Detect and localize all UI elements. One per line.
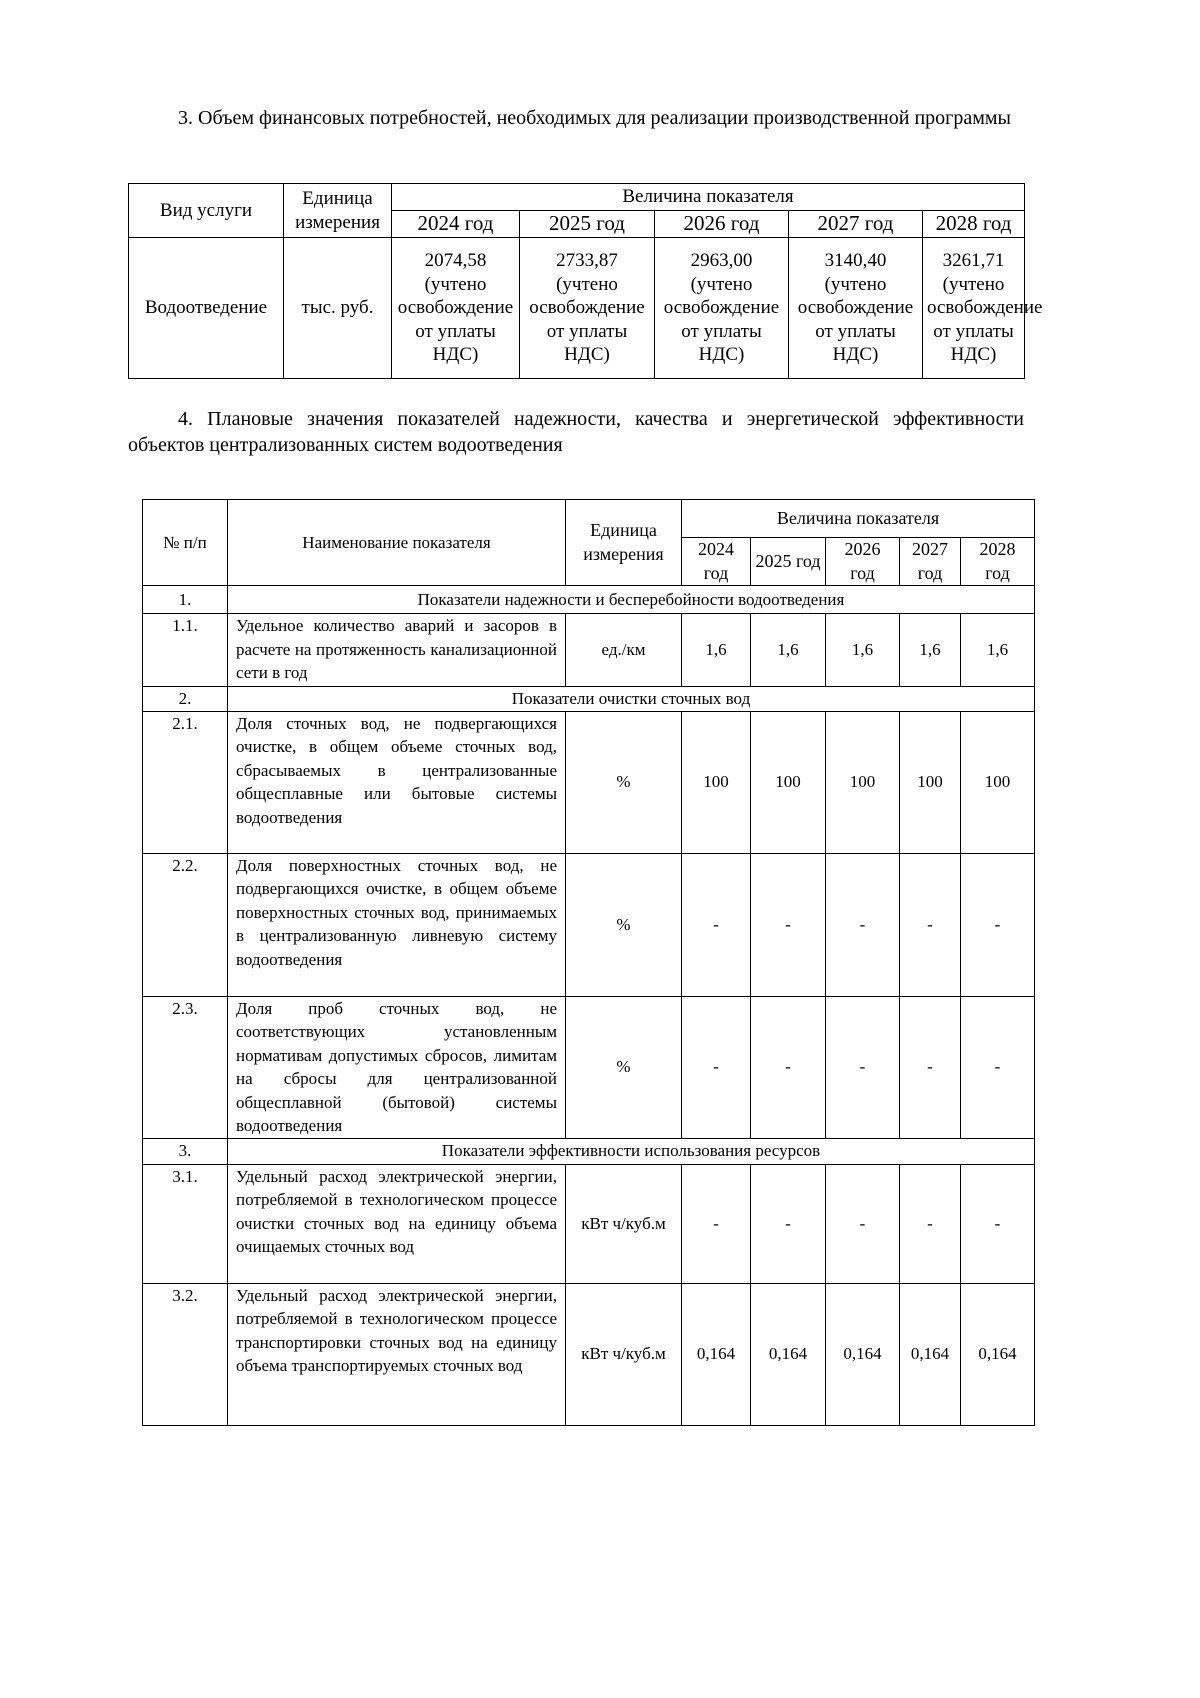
year-header: 2028 год (923, 211, 1025, 238)
value-cell: - (826, 853, 900, 996)
indicator-name: Удельное количество аварий и засоров в расчете на протяженность канализационной сети в год (228, 614, 566, 687)
unit-cell: ед./км (566, 614, 682, 687)
indicators-table (142, 499, 1035, 1426)
value-cell: 3261,71 (учтено освобождение от уплаты НДС) (923, 238, 1025, 379)
group-title: Показатели надежности и бесперебойности водоотведения (228, 586, 1035, 614)
table-row (143, 1164, 1035, 1283)
col-num: № п/п (143, 500, 228, 586)
unit-cell: % (566, 996, 682, 1138)
value-cell: 100 (826, 711, 900, 853)
unit-cell: % (566, 853, 682, 996)
value-cell: 0,164 (751, 1283, 826, 1425)
value-cell: 2074,58 (учтено освобождение от уплаты НДС) (392, 238, 520, 379)
value-cell: 1,6 (961, 614, 1035, 687)
value-cell: 1,6 (751, 614, 826, 687)
section3-heading: 3. Объем финансовых потребностей, необходимых для реализации производственной программы (178, 107, 1011, 129)
group-row (143, 1138, 1035, 1164)
value-cell: - (826, 996, 900, 1138)
col-service: Вид услуги (129, 184, 284, 238)
value-cell: 2733,87 (учтено освобождение от уплаты НДС) (520, 238, 655, 379)
group-row (143, 586, 1035, 614)
group-num: 2. (143, 687, 228, 712)
value-cell: - (961, 996, 1035, 1138)
unit-cell: тыс. руб. (284, 238, 392, 379)
value-cell: 1,6 (682, 614, 751, 687)
value-cell: - (751, 853, 826, 996)
table-row (143, 1283, 1035, 1425)
row-num: 3.2. (143, 1283, 228, 1425)
table-row (143, 996, 1035, 1138)
indicator-name: Удельный расход электрической энергии, потребляемой в технологическом процессе очистки сточных вод на единицу объема очищаемых сточных вод (228, 1164, 566, 1283)
table-row (143, 614, 1035, 687)
value-cell: 100 (961, 711, 1035, 853)
value-cell: 0,164 (961, 1283, 1035, 1425)
value-cell: 1,6 (900, 614, 961, 687)
value-cell: 0,164 (682, 1283, 751, 1425)
row-num: 2.2. (143, 853, 228, 996)
group-title: Показатели очистки сточных вод (228, 687, 1035, 712)
table-row (129, 238, 1025, 379)
group-num: 1. (143, 586, 228, 614)
value-cell: - (682, 996, 751, 1138)
value-cell: - (682, 853, 751, 996)
row-num: 3.1. (143, 1164, 228, 1283)
year-header: 2026 год (826, 538, 900, 586)
value-cell: - (900, 1164, 961, 1283)
value-cell: 100 (751, 711, 826, 853)
year-header: 2028 год (961, 538, 1035, 586)
value-cell: 0,164 (900, 1283, 961, 1425)
group-row (143, 687, 1035, 712)
unit-cell: % (566, 711, 682, 853)
value-cell: - (961, 1164, 1035, 1283)
indicator-name: Доля сточных вод, не подвергающихся очистке, в общем объеме сточных вод, сбрасываемых в централизованные общесплавные или бытовые системы водоотведения (228, 711, 566, 853)
value-cell: - (961, 853, 1035, 996)
row-num: 2.1. (143, 711, 228, 853)
group-title: Показатели эффективности использования ресурсов (228, 1138, 1035, 1164)
year-header: 2026 год (655, 211, 789, 238)
value-cell: 100 (900, 711, 961, 853)
value-cell: 0,164 (826, 1283, 900, 1425)
col-unit: Единица измерения (566, 500, 682, 586)
service-cell: Водоотведение (129, 238, 284, 379)
value-cell: - (682, 1164, 751, 1283)
year-header: 2027 год (789, 211, 923, 238)
year-header: 2027 год (900, 538, 961, 586)
financial-needs-table (128, 183, 1043, 379)
col-name: Наименование показателя (228, 500, 566, 586)
year-header: 2024 год (392, 211, 520, 238)
value-cell: - (900, 853, 961, 996)
col-value: Величина показателя (392, 184, 1025, 211)
indicator-name: Удельный расход электрической энергии, потребляемой в технологическом процессе транспортировки сточных вод на единицу объема транспортируемых сточных вод (228, 1283, 566, 1425)
value-cell: 100 (682, 711, 751, 853)
row-num: 2.3. (143, 996, 228, 1138)
col-unit: Единица измерения (284, 184, 392, 238)
value-cell: 3140,40 (учтено освобождение от уплаты НДС) (789, 238, 923, 379)
year-header: 2024 год (682, 538, 751, 586)
unit-cell: кВт ч/куб.м (566, 1283, 682, 1425)
unit-cell: кВт ч/куб.м (566, 1164, 682, 1283)
value-cell: - (751, 996, 826, 1138)
table-row (143, 711, 1035, 853)
value-cell: - (900, 996, 961, 1138)
row-num: 1.1. (143, 614, 228, 687)
table-row (143, 853, 1035, 996)
col-value: Величина показателя (682, 500, 1035, 538)
value-cell: 1,6 (826, 614, 900, 687)
value-cell: 2963,00 (учтено освобождение от уплаты НДС) (655, 238, 789, 379)
year-header: 2025 год (520, 211, 655, 238)
value-cell: - (751, 1164, 826, 1283)
value-cell: - (826, 1164, 900, 1283)
section4-heading: 4. Плановые значения показателей надежности, качества и энергетической эффективности объектов централизованных систем водоотведения (128, 408, 1024, 456)
year-header: 2025 год (751, 538, 826, 586)
indicator-name: Доля проб сточных вод, не соответствующих установленным нормативам допустимых сбросов, лимитам на сбросы для централизованной общесплавной (бытовой) системы водоотведения (228, 996, 566, 1138)
indicator-name: Доля поверхностных сточных вод, не подвергающихся очистке, в общем объеме поверхностных сточных вод, принимаемых в централизованную ливневую систему водоотведения (228, 853, 566, 996)
group-num: 3. (143, 1138, 228, 1164)
